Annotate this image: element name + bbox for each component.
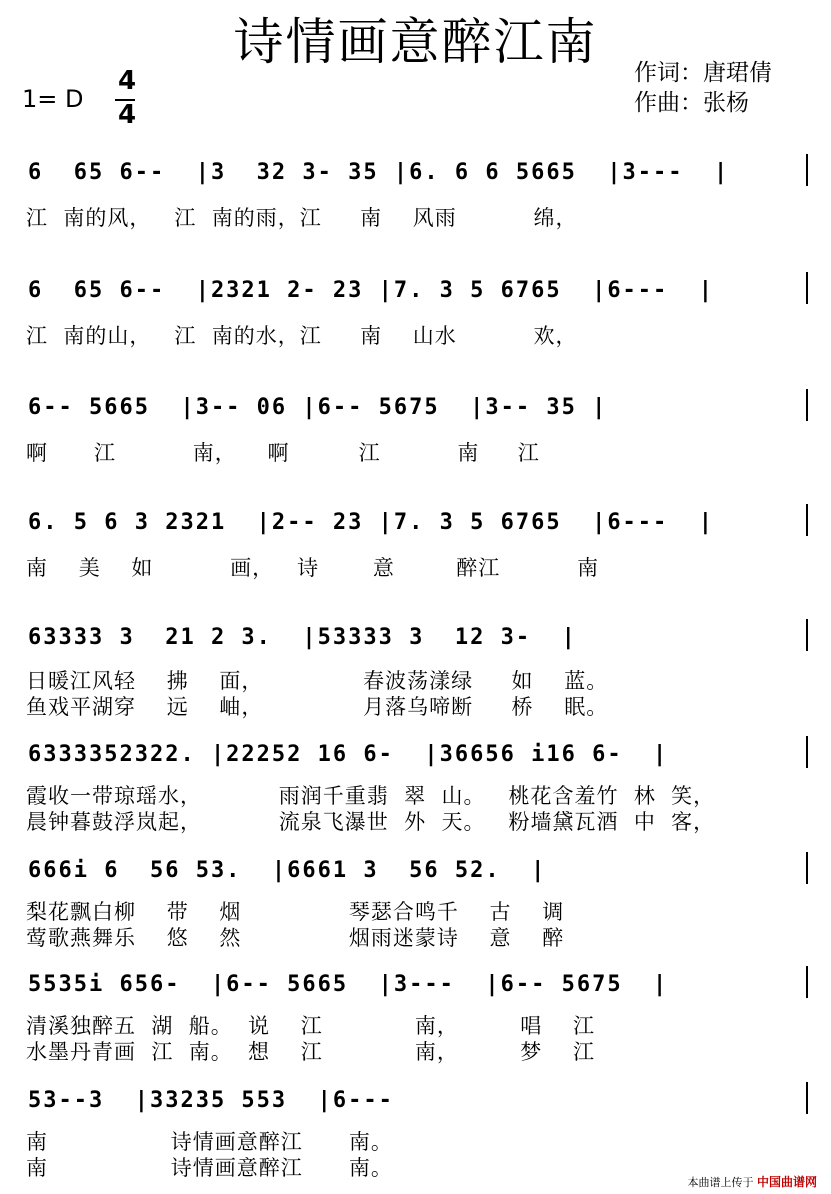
key-signature xyxy=(22,66,142,130)
lyric-line: 梨花飘白柳 带 烟 琴瑟合鸣千 古 调 xyxy=(26,900,565,924)
lyricist: 作词：唐珺倩 xyxy=(634,60,772,86)
lyric-line: 南 诗情画意醉江 南。 xyxy=(26,1130,393,1154)
footer xyxy=(687,1173,817,1190)
notation-line: 6. 5 6 3 2321 |2-- 23 |7. 3 5 6765 |6--- | xyxy=(28,510,715,535)
right-bar-line xyxy=(806,966,808,998)
right-bar-line xyxy=(806,619,808,651)
lyric-line: 水墨丹青画 江 南。 想 江 南， 梦 江 xyxy=(26,1040,595,1064)
lyric-line: 晨钟暮鼓浮岚起， 流泉飞瀑世 外 天。 粉墙黛瓦酒 中 客， xyxy=(26,810,716,834)
lyric-line: 南 美 如 画， 诗 意 醉江 南 xyxy=(26,556,600,580)
notation-line: 5535i 656- |6-- 5665 |3--- |6-- 5675 | xyxy=(28,972,669,997)
key-text: 1= D xyxy=(22,85,84,113)
notation-line: 6-- 5665 |3-- 06 |6-- 5675 |3-- 35 | xyxy=(28,395,608,420)
right-bar-line xyxy=(806,1082,808,1114)
composer: 作曲：张杨 xyxy=(634,90,749,116)
notation-line: 6 65 6-- |3 32 3- 35 |6. 6 6 5665 |3--- | xyxy=(28,160,730,185)
right-bar-line xyxy=(806,736,808,768)
footer-prefix: 本曲谱上传于 xyxy=(687,1176,754,1189)
lyric-line: 莺歌燕舞乐 悠 然 烟雨迷蒙诗 意 醉 xyxy=(26,926,565,950)
lyric-line: 鱼戏平湖穿 远 岫， 月落乌啼断 桥 眠。 xyxy=(26,695,609,719)
notation-line: 6 65 6-- |2321 2- 23 |7. 3 5 6765 |6--- | xyxy=(28,278,715,303)
notation-line: 63333 3 21 2 3. |53333 3 12 3- | xyxy=(28,625,577,650)
right-bar-line xyxy=(806,154,808,186)
notation-line: 666i 6 56 53. |6661 3 56 52. | xyxy=(28,858,547,883)
right-bar-line xyxy=(806,272,808,304)
notation-line: 53--3 |33235 553 |6--- xyxy=(28,1088,425,1113)
footer-brand: 中国曲谱网 xyxy=(756,1175,817,1189)
right-bar-line xyxy=(806,504,808,536)
lyric-line: 江 南的风， 江 南的雨，江 南 风雨 绵， xyxy=(26,206,578,230)
credits xyxy=(634,58,772,118)
song-title: 诗情画意醉江南 xyxy=(233,13,598,71)
right-bar-line xyxy=(806,852,808,884)
notation-line: 6333352322. |22252 16 6- |36656 i16 6- | xyxy=(28,742,669,767)
time-denominator: 4 xyxy=(118,100,137,130)
lyric-line: 南 诗情画意醉江 南。 xyxy=(26,1156,393,1180)
lyric-line: 清溪独醉五 湖 船。 说 江 南， 唱 江 xyxy=(26,1014,595,1038)
lyric-line: 日暖江风轻 拂 面， 春波荡漾绿 如 蓝。 xyxy=(26,669,609,693)
lyric-line: 江 南的山， 江 南的水，江 南 山水 欢， xyxy=(26,324,578,348)
lyric-line: 霞收一带琼瑶水， 雨润千重翡 翠 山。 桃花含羞竹 林 笑， xyxy=(26,784,716,808)
lyric-line: 啊 江 南， 啊 江 南 江 xyxy=(26,441,540,465)
right-bar-line xyxy=(806,389,808,421)
time-numerator: 4 xyxy=(118,66,137,96)
